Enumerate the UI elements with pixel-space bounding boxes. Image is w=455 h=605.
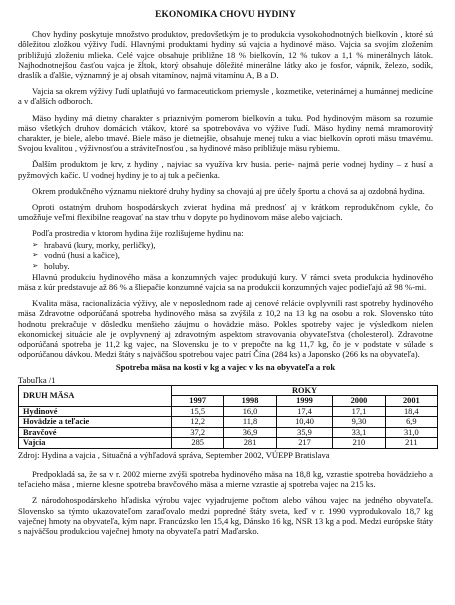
paragraph-sport: Okrem produkčného významu niektoré druhy hydiny sa chovajú aj pre účely športu a chová sa aj ozdobná hydina.: [32, 185, 425, 196]
table-row: [19, 438, 438, 449]
table-cell: 217: [276, 438, 333, 449]
table-cell: 37,2: [172, 427, 224, 438]
table-cell: 285: [172, 438, 224, 449]
paragraph-consumption: Kvalita mäsa, racionalizácia výživy, ale v neposlednom rade aj cenové relácie ovplyvnili rast spotreby hydinového mäsa Zdravotne odporúčaná spotreba hydinového mäsa sa zvýšila z 10,2 na 13 kg na osobu a rok. Slovensko túto hodnotu prekračuje v dôsledku menšieho záujmu o hovädzie mäso. Pokles spotreby vajec je výsledkom nielen ekonomickej situácie ale je ovplyvnený aj zdravotným aspektom stravovania obyvateľstva (cholesterol). Zdravotne odporúčaná spotreba je 11,2 kg vajec, na Slovensku je to v prepočte na kg 11,7 kg, čo je v podstate v súlade s odporúčanou dávkou. Medzi štáty s najväčšou spotrebou vajec patrí Čína (284 ks) a Japonsko (266 ks na obyvateľa).: [18, 298, 433, 360]
arrow-bullet-icon: ➢: [32, 261, 39, 271]
column-header-years: ROKY: [172, 385, 438, 396]
paragraph-national-economy: Z národohospodárskeho hľadiska výrobu vajec vyjadrujeme počtom alebo váhou vajec na jedného obyvateľa. Slovensko sa týmto ukazovateľom zaraďovalo medzi popredné štáty sveta, keď v r. 1990 vyprodukovalo 18,7 kg vaječnej hmoty na obyvateľa, kým napr. Francúzsko len 15,4 kg, Dánsko 16 kg, NSR 13 kg a pod. Medzi európske štáty s najväčšou produkciou vaječnej hmoty na obyvateľa patrí Maďarsko.: [18, 495, 433, 537]
year-header: 2001: [385, 396, 437, 407]
table-cell: 36,9: [224, 427, 276, 438]
paragraph-egg-uses: Vajcia sa okrem výživy ľudí uplatňujú vo farmaceutickom priemysle , kozmetike, veterinárnej a humánnej medicíne a v ďalších odboroch.: [18, 86, 433, 107]
table-cell: 33,1: [333, 427, 385, 438]
year-header: 1999: [276, 396, 333, 407]
list-item: ➢ hrabavú (kury, morky, perličky),: [32, 239, 156, 250]
table-source: Zdroj: Hydina a vajcia , Situačná a výhľadová správa, September 2002, VÚEPP Bratislava: [18, 449, 330, 460]
paragraph-blood-feathers: Ďalším produktom je krv, z hydiny , najviac sa využíva krv husia. perie- najmä perie vodnej hydiny – z husí a pyžmových kačíc. U vodnej hydiny je to aj tuk a pečienka.: [18, 159, 433, 180]
table-cell: 210: [333, 438, 385, 449]
document-title: EKONOMIKA CHOVU HYDINY: [155, 10, 296, 20]
table-cell: 15,5: [172, 406, 224, 417]
table-row: [19, 417, 438, 428]
poultry-type-list: [32, 240, 433, 272]
table-cell: 17,1: [333, 406, 385, 417]
table-cell: 10,40: [276, 417, 333, 428]
table-title: Spotreba mäsa na kosti v kg a vajec v ks na obyvateľa a rok: [115, 362, 336, 373]
table-cell: 9,30: [333, 417, 385, 428]
paragraph-meat: Mäso hydiny má dietny charakter s priaznivým pomerom bielkovín a tuku. Pod hydinovým mäsom sa rozumie mäso všetkých druhov domácich vtákov, ktoré sa spotrebováva vo výžive ľudí. Mäso hydiny nemá mramorovitý charakter, je biele, alebo tmavé. Biele mäso je dietnejšie, obsahuje menej tuku a viac bielkovín oproti mäsu tmavému. Svojou kvalitou , výživnosťou a stráviteľnosťou , sa hydinové mäso približuje mäsu rybiemu.: [18, 112, 433, 154]
column-header-meat-type: DRUH MÄSA: [19, 385, 172, 406]
table-cell: 35,9: [276, 427, 333, 438]
paragraph-products: Chov hydiny poskytuje množstvo produktov, predovšetkým je to produkcia vysokohodnotných bielkovín , ktoré sú dôležitou zložkou výživy ľudí. Hlavnými produktami hydiny sú vajcia a hydinové mäso. Vajcia sa svojím zložením približujú zloženiu mlieka. Celé vajce obsahuje približne 18 % bielkovín, 12 % tukov a 1,1 % minerálnych látok. Najhodnotnejšou časťou vajca je žĺtok, ktorý obsahuje dôležité minerálne látky ako je fosfor, vápnik, železo, sodík, draslík a ďalšie, významný je aj obsah vitamínov, najmä vitamínu A, B a D.: [18, 29, 433, 81]
table-row: [19, 406, 438, 417]
table-cell: 12,2: [172, 417, 224, 428]
row-label: Vajcia: [19, 438, 172, 449]
paragraph-main-production: Hlavnú produkciu hydinového mäsa a konzumných vajec produkujú kury. V rámci sveta produkcia hydinového mäsa z kúr predstavuje až 86 % a šliepačie konzumné vajcia sa na produkcii konzumných vajec podieľajú až 98 %-mi.: [18, 271, 433, 292]
paragraph-classification: Podľa prostredia v ktorom hydina žije rozlišujeme hydinu na:: [32, 228, 244, 239]
row-label: Hovädzie a teľacie: [19, 417, 172, 428]
table-cell: 211: [385, 438, 437, 449]
table-cell: 281: [224, 438, 276, 449]
table-cell: 18,4: [385, 406, 437, 417]
list-item: ➢ holuby.: [32, 261, 70, 272]
paragraph-forecast: Predpokladá sa, že sa v r. 2002 mierne zvýši spotreba hydinového mäsa na 18,8 kg, vzrastie spotreba hovädzieho a teľacieho mäsa , mierne klesne spotreba bravčového mäsa a mierne vzrastie aj spotreba vajec na 215 ks.: [18, 469, 433, 490]
table-row: [19, 427, 438, 438]
year-header: 1998: [224, 396, 276, 407]
table-cell: 31,0: [385, 427, 437, 438]
consumption-table: [18, 385, 438, 449]
table-cell: 11,8: [224, 417, 276, 428]
table-cell: 16,0: [224, 406, 276, 417]
list-item: ➢ vodnú (husi a kačice),: [32, 250, 120, 261]
table-header-row: [19, 385, 438, 396]
year-header: 1997: [172, 396, 224, 407]
row-label: Bravčové: [19, 427, 172, 438]
year-header: 2000: [333, 396, 385, 407]
row-label: Hydinové: [19, 406, 172, 417]
arrow-bullet-icon: ➢: [32, 250, 39, 260]
table-cell: 17,4: [276, 406, 333, 417]
paragraph-reproduction: Oproti ostatným druhom hospodárskych zvierat hydina má prednosť aj v krátkom reprodukčnom cykle, čo umožňuje veľmi flexibilne reagovať na stav trhu v dopyte po hydinovom mäse alebo vajciach.: [18, 202, 433, 223]
table-cell: 6,9: [385, 417, 437, 428]
table-label: Tabuľka /1: [18, 374, 56, 385]
arrow-bullet-icon: ➢: [32, 239, 39, 249]
